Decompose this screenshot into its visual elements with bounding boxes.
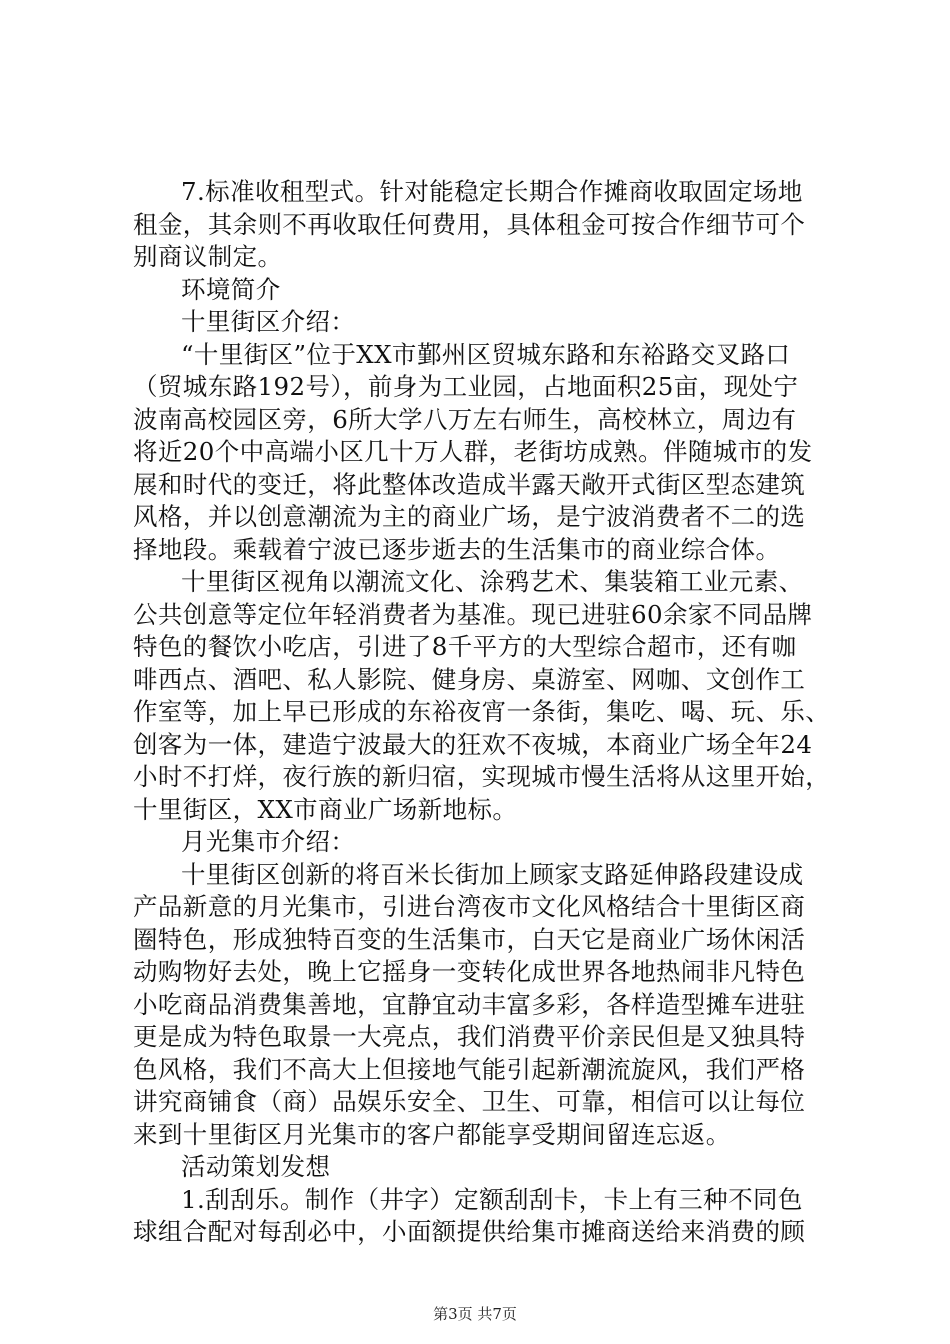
text-line: 啡西点、酒吧、私人影院、健身房、桌游室、网咖、文创作工 <box>133 664 806 694</box>
text-line: 色风格，我们不高大上但接地气能引起新潮流旋风，我们严格 <box>133 1054 806 1084</box>
text-line: 球组合配对每刮必中，小面额提供给集市摊商送给来消费的顾 <box>133 1217 806 1246</box>
text-line: 圈特色，形成独特百变的生活集市，白天它是商业广场休闲活 <box>133 924 806 954</box>
text-line: 风格，并以创意潮流为主的商业广场，是宁波消费者不二的选 <box>133 502 806 531</box>
text-line: 7.标准收租型式。针对能稳定长期合作摊商收取固定场地 <box>181 177 803 206</box>
text-line: 动购物好去处，晚上它摇身一变转化成世界各地热闹非凡特色 <box>133 957 806 986</box>
text-line: 将近20个中高端小区几十万人群，老街坊成熟。伴随城市的发 <box>133 437 813 466</box>
text-line: 特色的餐饮小吃店，引进了8千平方的大型综合超市，还有咖 <box>133 632 797 661</box>
text-line: 创客为一体，建造宁波最大的狂欢不夜城，本商业广场全年24 <box>133 729 813 759</box>
text-line: 小时不打烊，夜行族的新归宿，实现城市慢生活将从这里开始， <box>133 762 831 791</box>
text-line: 择地段。乘载着宁波已逐步逝去的生活集市的商业综合体。 <box>133 534 781 564</box>
text-line: 环境简介 <box>181 274 281 304</box>
text-line: 小吃商品消费集善地，宜静宜动丰富多彩，各样造型摊车进驻 <box>133 989 806 1019</box>
text-line: 1.刮刮乐。制作（井字）定额刮刮卡，卡上有三种不同色 <box>181 1184 803 1214</box>
text-line: 月光集市介绍： <box>181 827 356 856</box>
text-line: 产品新意的月光集市，引进台湾夜市文化风格结合十里街区商 <box>133 892 806 921</box>
text-line: 十里街区视角以潮流文化、涂鸦艺术、集装箱工业元素、 <box>181 567 804 596</box>
text-line: “十里街区”位于XX市鄞州区贸城东路和东裕路交叉路口 <box>181 339 791 369</box>
text-line: 活动策划发想 <box>181 1152 331 1181</box>
text-line: 更是成为特色取景一大亮点，我们消费平价亲民但是又独具特 <box>133 1022 806 1051</box>
text-line: 租金，其余则不再收取任何费用，具体租金可按合作细节可个 <box>133 209 806 239</box>
text-line: 展和时代的变迁，将此整体改造成半露天敞开式街区型态建筑 <box>133 469 806 499</box>
text-line: 公共创意等定位年轻消费者为基准。现已进驻60余家不同品牌 <box>133 599 813 629</box>
text-line: 十里街区，XX市商业广场新地标。 <box>133 794 518 824</box>
text-line: 别商议制定。 <box>133 242 283 271</box>
text-line: 十里街区介绍： <box>181 307 356 336</box>
text-line: 作室等，加上早已形成的东裕夜宵一条街，集吃、喝、玩、乐、 <box>133 697 831 726</box>
page-footer: 第3页 共7页 <box>433 1305 517 1323</box>
text-line: 来到十里街区月光集市的客户都能享受期间留连忘返。 <box>133 1119 731 1149</box>
text-line: 波南高校园区旁，6所大学八万左右师生，高校林立，周边有 <box>133 404 797 434</box>
text-line: （贸城东路192号），前身为工业园，占地面积25亩，现处宁 <box>133 372 799 401</box>
text-line: 十里街区创新的将百米长街加上顾家支路延伸路段建设成 <box>181 859 804 889</box>
text-line: 讲究商铺食（商）品娱乐安全、卫生、可靠，相信可以让每位 <box>133 1087 806 1116</box>
document-body <box>133 176 833 1249</box>
